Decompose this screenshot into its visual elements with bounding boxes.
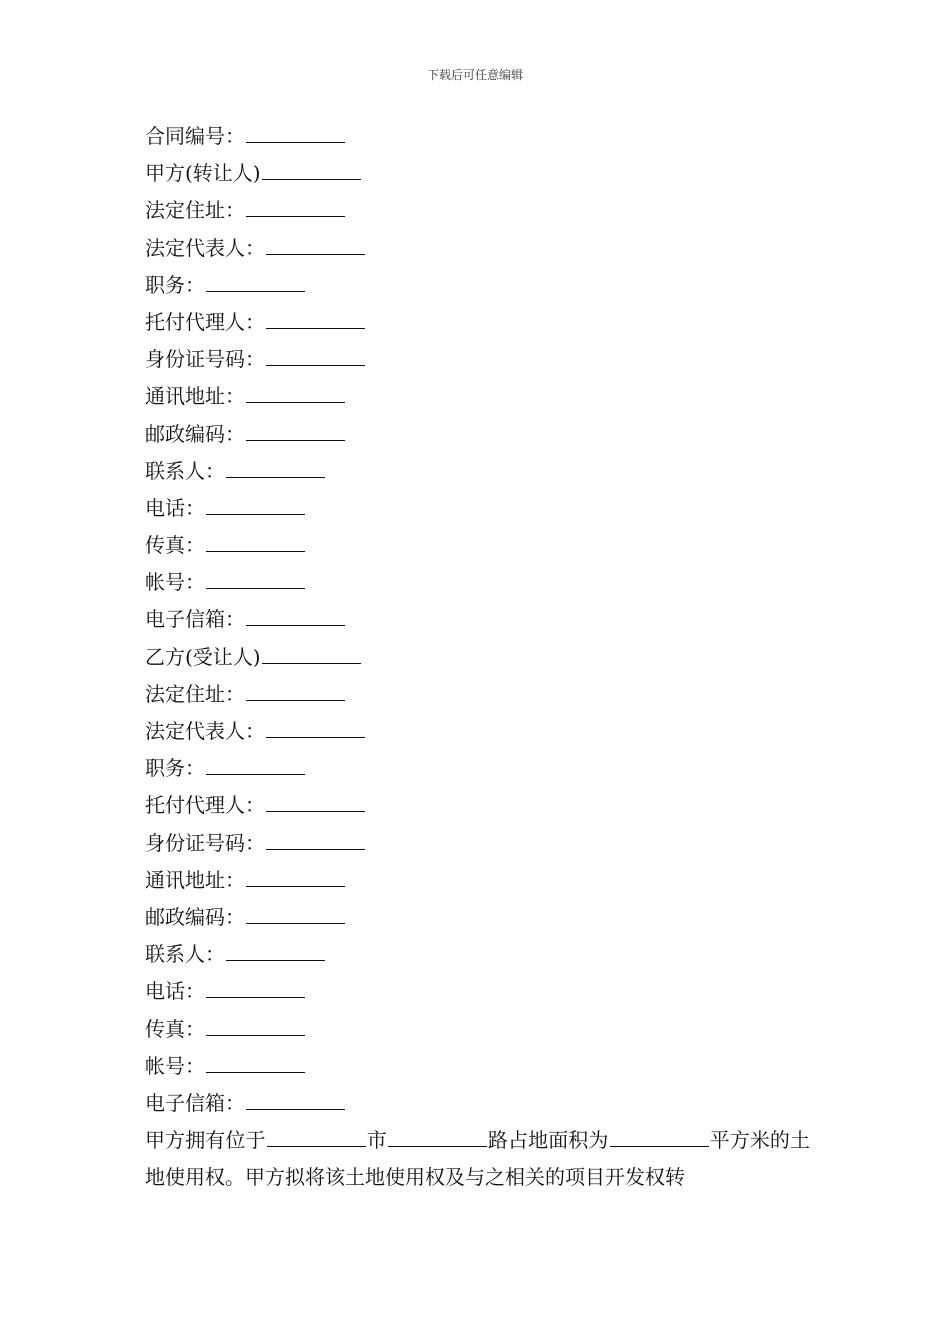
field-line [145, 378, 810, 415]
field-line [145, 973, 810, 1010]
field-blank[interactable] [266, 791, 365, 812]
field-line [145, 341, 810, 378]
field-blank[interactable] [266, 829, 365, 850]
field-blank[interactable] [246, 680, 345, 701]
field-label: 法定代表人： [145, 719, 265, 743]
field-label: 邮政编码： [145, 421, 245, 446]
field-blank[interactable] [266, 717, 365, 738]
field-line [145, 1085, 810, 1122]
field-line [145, 676, 810, 713]
field-line [145, 862, 810, 899]
contract-body [145, 118, 810, 1196]
field-line [145, 490, 810, 527]
field-blank[interactable] [266, 345, 365, 366]
field-blank[interactable] [246, 382, 345, 403]
field-label: 电子信箱： [145, 607, 245, 632]
field-blank[interactable] [206, 1052, 305, 1073]
field-label: 职务： [145, 272, 205, 297]
field-blank[interactable] [206, 531, 305, 552]
field-line [145, 750, 810, 787]
field-line [145, 936, 810, 973]
field-line [145, 713, 810, 750]
field-line [145, 118, 810, 155]
field-line [145, 267, 810, 304]
field-label: 托付代理人： [145, 793, 265, 818]
field-label: 电子信箱： [145, 1090, 245, 1115]
field-blank[interactable] [206, 754, 305, 775]
field-blank[interactable] [266, 234, 365, 255]
field-line [145, 825, 810, 862]
field-label: 托付代理人： [145, 309, 265, 334]
paragraph-text-3: 路占地面积为 [487, 1128, 609, 1153]
field-label: 通讯地址： [145, 384, 245, 409]
party-field-list [145, 118, 810, 1122]
field-line [145, 787, 810, 824]
road-blank[interactable] [388, 1126, 487, 1147]
field-line [145, 1048, 810, 1085]
field-line [145, 527, 810, 564]
field-label: 联系人： [145, 942, 225, 967]
field-blank[interactable] [206, 568, 305, 589]
field-line [145, 453, 810, 490]
field-blank[interactable] [246, 420, 345, 441]
field-line [145, 155, 810, 192]
field-blank[interactable] [266, 308, 365, 329]
field-blank[interactable] [246, 196, 345, 217]
area-blank[interactable] [610, 1126, 709, 1147]
field-blank[interactable] [226, 940, 325, 961]
field-line [145, 601, 810, 638]
field-label: 传真： [145, 533, 205, 558]
field-blank[interactable] [246, 605, 345, 626]
field-label: 传真： [145, 1016, 205, 1041]
field-label: 甲方(转让人) [145, 161, 261, 186]
field-blank[interactable] [206, 977, 305, 998]
page-header-note: 下载后可任意编辑 [426, 68, 523, 82]
field-blank[interactable] [246, 903, 345, 924]
paragraph-text-2: 市 [366, 1128, 387, 1153]
field-label: 法定代表人： [145, 235, 265, 260]
field-label: 乙方(受让人) [145, 644, 261, 669]
field-line [145, 230, 810, 267]
field-label: 电话： [145, 979, 205, 1004]
field-label: 身份证号码： [145, 830, 265, 855]
field-line [145, 899, 810, 936]
field-blank[interactable] [206, 1015, 305, 1036]
field-blank[interactable] [262, 159, 361, 180]
field-label: 法定住址： [145, 198, 245, 223]
field-label: 法定住址： [145, 681, 245, 706]
field-label: 邮政编码： [145, 904, 245, 929]
field-line [145, 416, 810, 453]
field-line [145, 1011, 810, 1048]
field-label: 身份证号码： [145, 347, 265, 372]
field-line [145, 304, 810, 341]
field-label: 联系人： [145, 458, 225, 483]
field-line [145, 639, 810, 676]
field-label: 合同编号： [145, 124, 245, 148]
field-blank[interactable] [226, 457, 325, 478]
field-blank[interactable] [206, 494, 305, 515]
field-blank[interactable] [246, 866, 345, 887]
field-label: 帐号： [145, 570, 205, 595]
field-label: 帐号： [145, 1053, 205, 1078]
paragraph-text-1: 甲方拥有位于 [145, 1128, 266, 1153]
field-label: 职务： [145, 756, 205, 781]
field-line [145, 192, 810, 229]
paragraph-text-4: 平方米的土地使用权。甲方拟将该土地使用权及与之相关的项目开发权转 [145, 1128, 811, 1190]
field-line [145, 564, 810, 601]
field-blank[interactable] [262, 643, 361, 664]
location-blank[interactable] [267, 1126, 366, 1147]
field-label: 通讯地址： [145, 867, 245, 892]
field-blank[interactable] [246, 1089, 345, 1110]
field-blank[interactable] [246, 122, 345, 143]
contract-paragraph [145, 1122, 810, 1196]
field-blank[interactable] [206, 271, 305, 292]
field-label: 电话： [145, 495, 205, 520]
